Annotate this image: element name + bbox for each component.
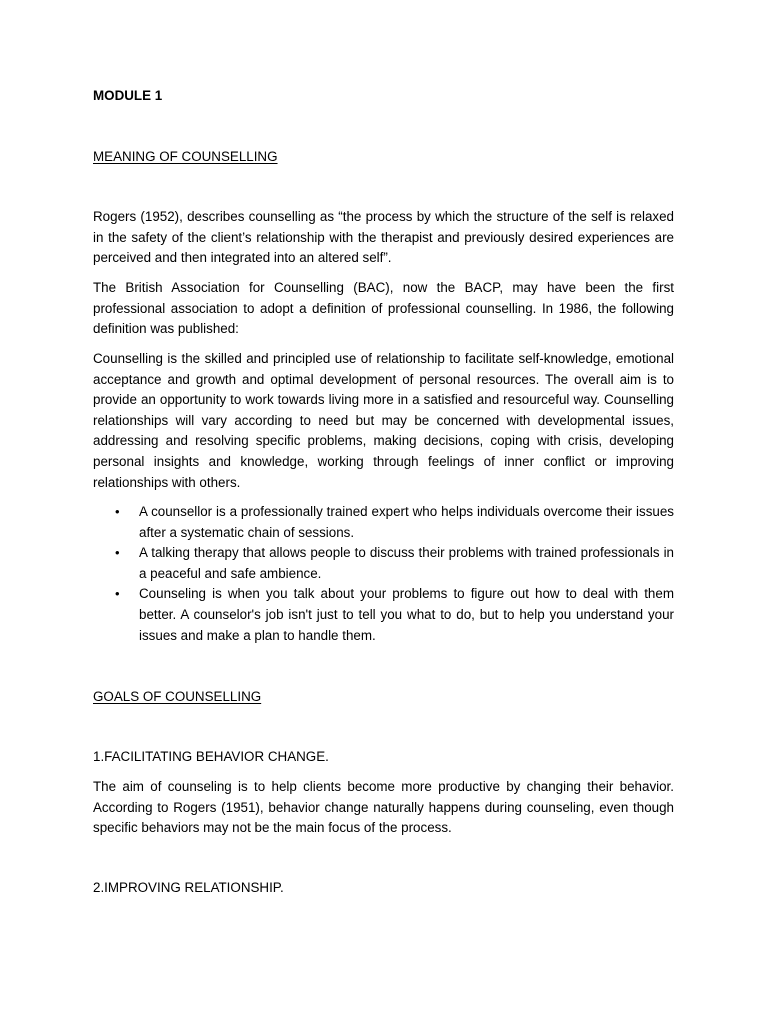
goal-2-title: 2.IMPROVING RELATIONSHIP. [93, 880, 284, 895]
bullet-text: A counsellor is a professionally trained expert who helps individuals overcome their issues after a systematic chain of sessions. [139, 504, 674, 540]
bac-paragraph: The British Association for Counselling (BAC), now the BACP, may have been the first professional association to adopt a definition of professional counselling. In 1986, the following definition was published: [93, 280, 674, 337]
bullet-text: A talking therapy that allows people to discuss their problems with trained professionals in a peaceful and safe ambience. [139, 545, 674, 581]
definition-bullet-list [93, 502, 674, 646]
list-item [93, 543, 674, 584]
goal-1-title: 1.FACILITATING BEHAVIOR CHANGE. [93, 749, 329, 764]
bullet-icon: • [115, 586, 120, 602]
list-item [93, 502, 674, 543]
bullet-text: Counseling is when you talk about your problems to figure out how to deal with them better. A counselor's job isn't just to tell you what to do, but to help you understand your issues and make a plan to handle them. [139, 586, 674, 643]
counselling-definition-paragraph: Counselling is the skilled and principled use of relationship to facilitate self-knowledge, emotional acceptance and growth and optimal development of personal resources. The overall aim is to provide an opportunity to work towards living more in a satisfied and resourceful way. Counselling relationships will vary according to need but may be concerned with developmental issues, addressing and resolving specific problems, making decisions, coping with crisis, developing personal insights and knowledge, working through feelings of inner conflict or improving relationships with others. [93, 351, 674, 490]
rogers-paragraph: Rogers (1952), describes counselling as “the process by which the structure of the self is relaxed in the safety of the client’s relationship with the therapist and previously desired experiences are perceived and then integrated into an altered self”. [93, 209, 674, 266]
meaning-heading: MEANING OF COUNSELLING [93, 149, 278, 164]
bullet-icon: • [115, 504, 120, 519]
module-title: MODULE 1 [93, 88, 163, 103]
list-item [93, 584, 674, 646]
goal-1-paragraph: The aim of counseling is to help clients become more productive by changing their behavior. According to Rogers (1951), behavior change naturally happens during counseling, even though specific behaviors may not be the main focus of the process. [93, 779, 674, 836]
goals-heading: GOALS OF COUNSELLING [93, 689, 262, 704]
bullet-icon: • [115, 545, 120, 561]
